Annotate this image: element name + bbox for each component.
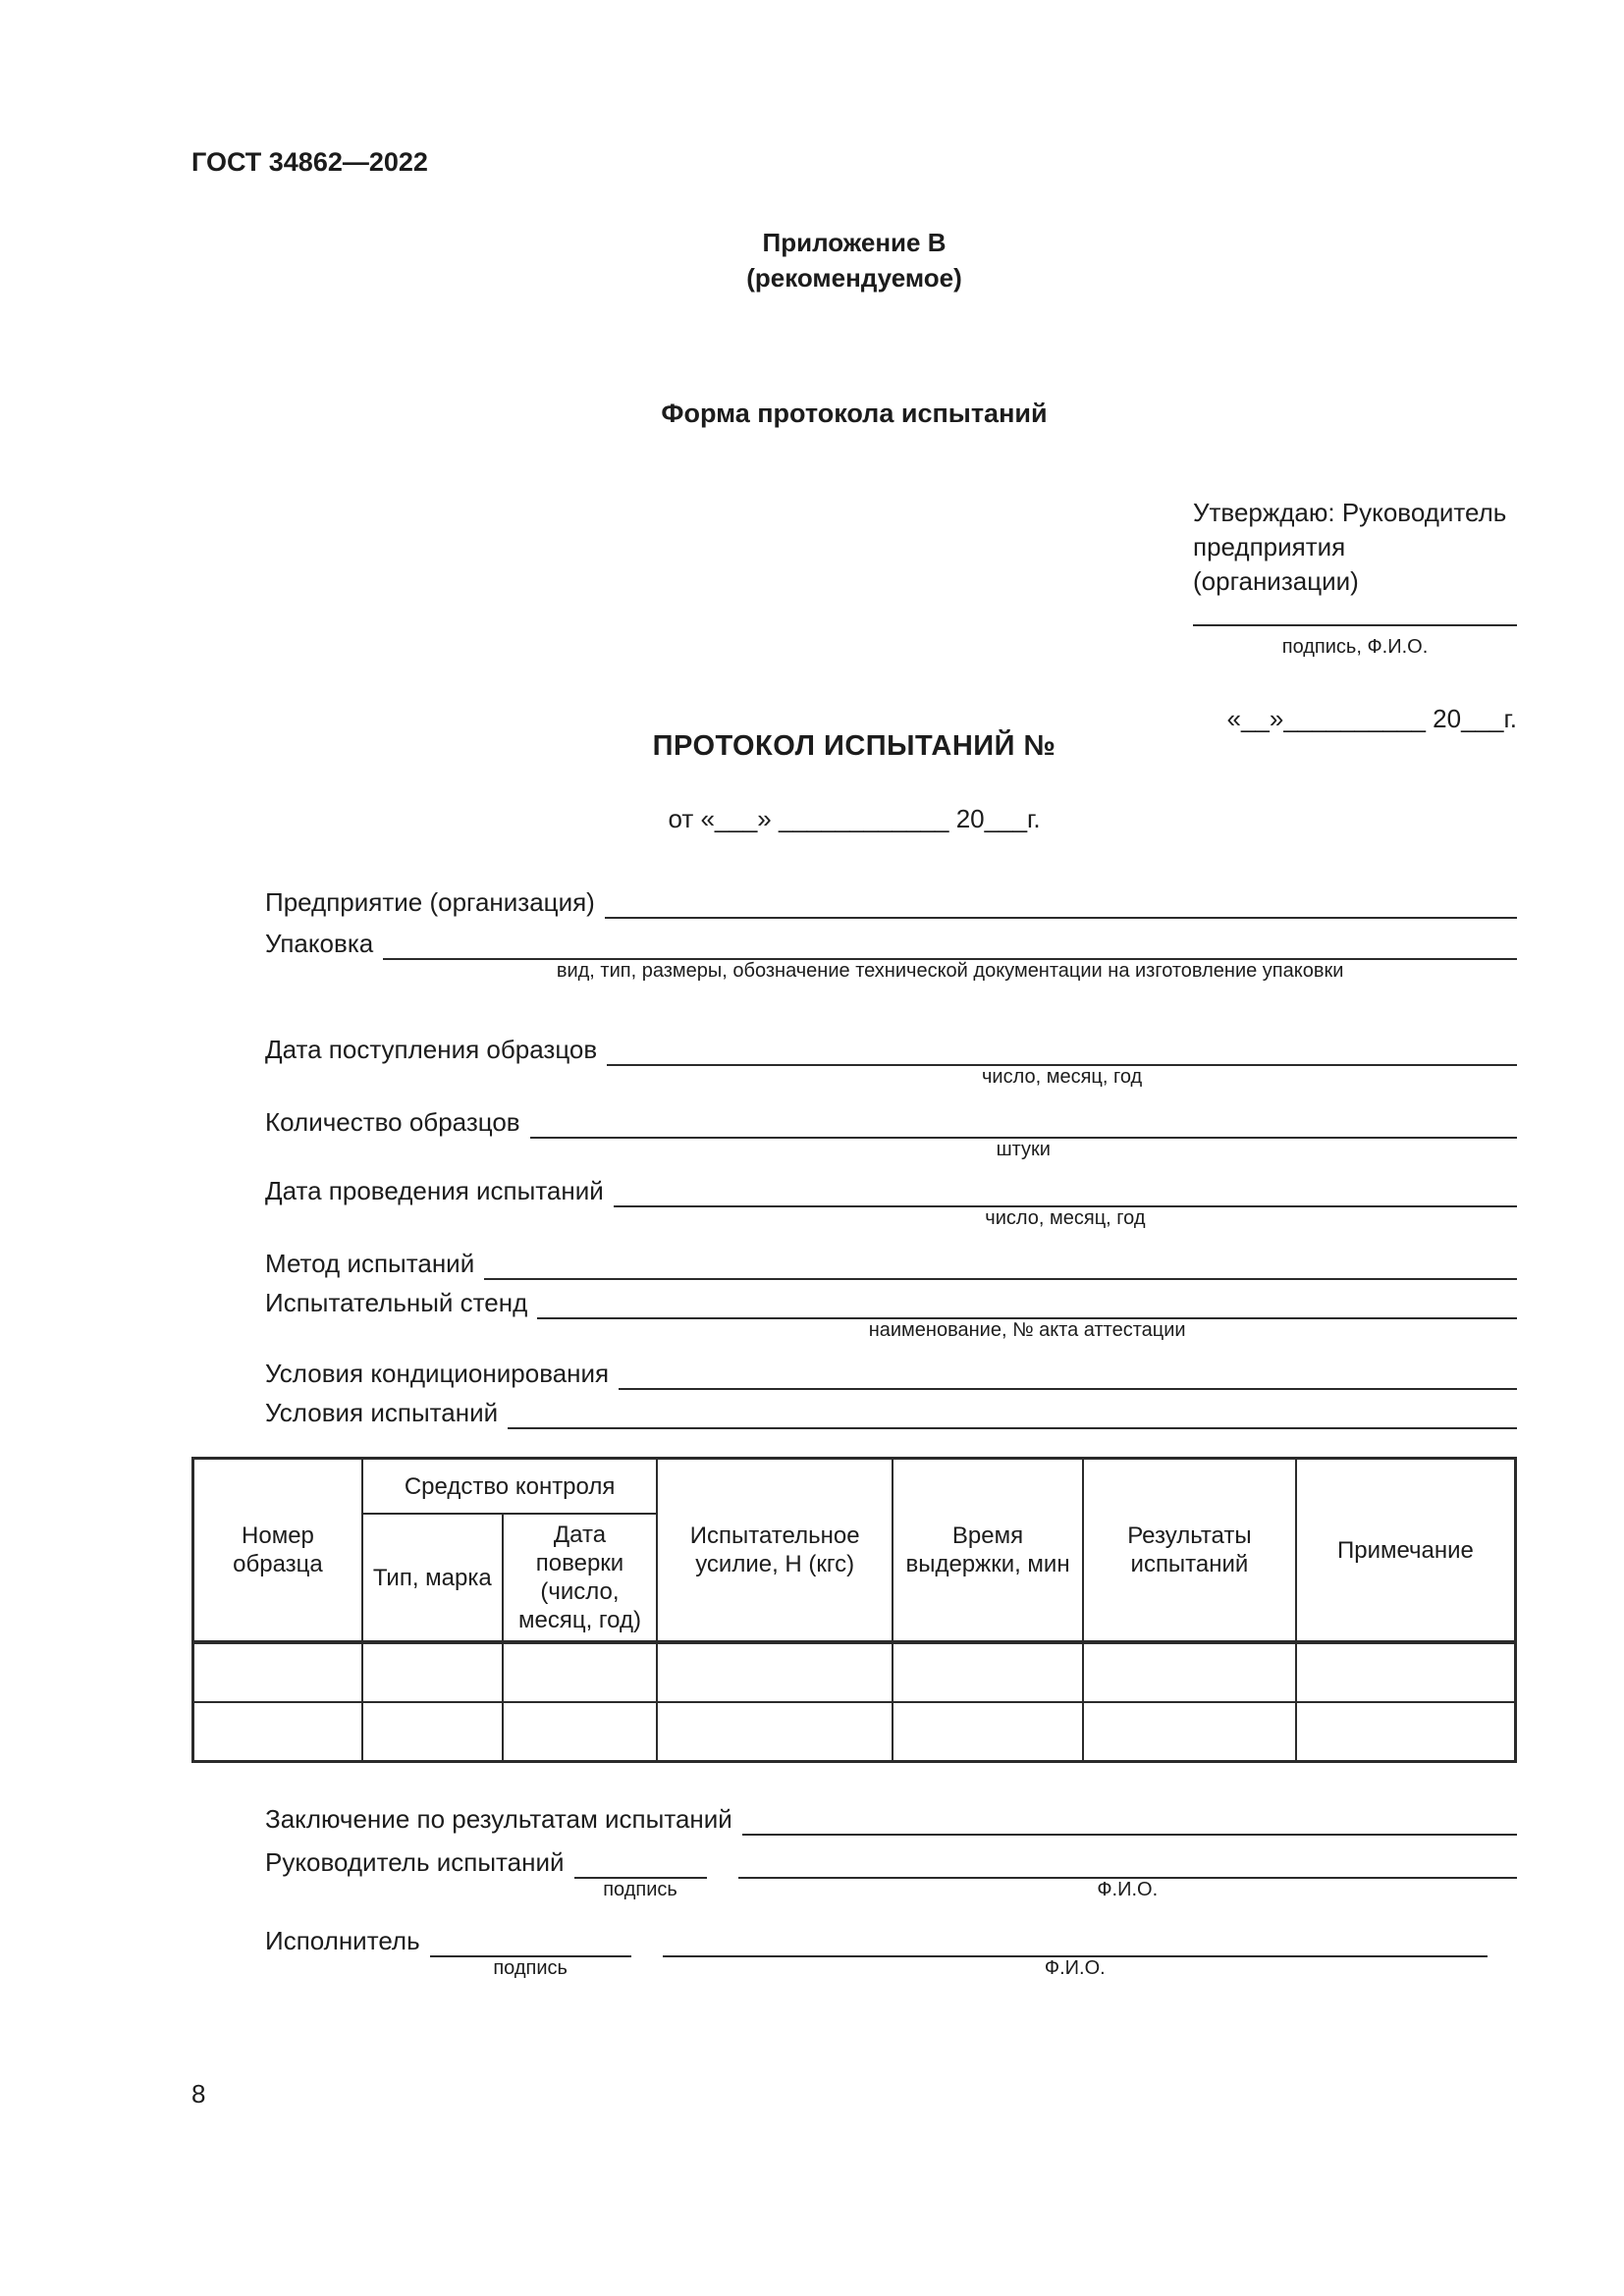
executor-name-line	[663, 1924, 1488, 1979]
table-cell	[657, 1642, 893, 1702]
field-test-date-line	[614, 1174, 1517, 1229]
field-conditioning	[265, 1357, 1517, 1390]
appendix-subtitle: (рекомендуемое)	[746, 263, 962, 293]
table-cell	[193, 1702, 362, 1762]
field-sample-count-label: Количество образцов	[265, 1107, 520, 1137]
field-receipt-date-label: Дата поступления образцов	[265, 1035, 598, 1064]
field-test-conditions	[265, 1396, 1517, 1429]
table-cell	[503, 1642, 658, 1702]
field-sample-count	[265, 1105, 1517, 1160]
test-lead-name-caption: Ф.И.О.	[1097, 1879, 1159, 1900]
field-executor	[265, 1924, 1517, 1979]
table-row	[193, 1642, 1516, 1702]
field-enterprise-line	[605, 885, 1517, 919]
table-row	[193, 1702, 1516, 1762]
field-packaging-line	[383, 927, 1517, 982]
field-test-method	[265, 1247, 1517, 1280]
field-conclusion	[265, 1802, 1517, 1836]
executor-signature-caption: подпись	[493, 1957, 568, 1979]
field-packaging	[265, 927, 1517, 982]
table-cell	[1296, 1702, 1516, 1762]
field-conditioning-label: Условия кондиционирования	[265, 1359, 610, 1388]
table-cell	[193, 1642, 362, 1702]
field-test-lead-label: Руководитель испытаний	[265, 1847, 565, 1877]
executor-name-caption: Ф.И.О.	[1044, 1957, 1106, 1979]
form-fields	[265, 885, 1517, 1429]
field-test-bench	[265, 1286, 1517, 1341]
field-test-conditions-line	[508, 1396, 1517, 1429]
col-header-control-means: Средство контроля	[362, 1459, 657, 1515]
results-table	[191, 1457, 1517, 1763]
test-lead-signature-line	[574, 1845, 707, 1900]
table-cell	[893, 1702, 1083, 1762]
table-cell	[1083, 1642, 1296, 1702]
test-lead-signature-caption: подпись	[603, 1879, 677, 1900]
field-conditioning-line	[619, 1357, 1517, 1390]
executor-signature-line	[430, 1924, 631, 1979]
table-cell	[362, 1642, 503, 1702]
field-test-lead	[265, 1845, 1517, 1900]
test-lead-name-line	[738, 1845, 1518, 1900]
table-cell	[893, 1642, 1083, 1702]
approval-date-line: «__»__________ 20___г.	[1226, 704, 1517, 733]
field-enterprise	[265, 885, 1517, 919]
col-header-hold-time: Время выдержки, мин	[893, 1459, 1083, 1643]
approval-line2: предприятия (организации)	[1193, 532, 1359, 596]
field-enterprise-label: Предприятие (организация)	[265, 887, 595, 917]
col-header-notes: Примечание	[1296, 1459, 1516, 1643]
protocol-title: ПРОТОКОЛ ИСПЫТАНИЙ №	[652, 730, 1056, 762]
field-test-date-label: Дата проведения испытаний	[265, 1176, 604, 1205]
table-cell	[503, 1702, 658, 1762]
col-header-type-brand: Тип, марка	[362, 1514, 503, 1642]
col-header-test-force: Испытательное усилие, Н (кгс)	[657, 1459, 893, 1643]
approval-signature-caption: подпись, Ф.И.О.	[1281, 636, 1429, 658]
field-test-bench-line	[537, 1286, 1517, 1341]
approval-block	[1193, 496, 1517, 665]
field-receipt-date-line	[607, 1033, 1517, 1088]
field-test-date-caption: число, месяц, год	[985, 1207, 1146, 1229]
field-test-bench-caption: наименование, № акта аттестации	[868, 1319, 1186, 1341]
field-sample-count-caption: штуки	[996, 1139, 1051, 1160]
field-conclusion-label: Заключение по результатам испытаний	[265, 1804, 732, 1834]
form-title: Форма протокола испытаний	[661, 399, 1048, 428]
page-number: 8	[191, 2079, 206, 2109]
approval-signature-line	[1193, 599, 1517, 626]
field-receipt-date-caption: число, месяц, год	[982, 1066, 1143, 1088]
table-cell	[1083, 1702, 1296, 1762]
field-conclusion-line	[742, 1802, 1517, 1836]
field-sample-count-line	[530, 1105, 1517, 1160]
table-cell	[1296, 1642, 1516, 1702]
field-executor-label: Исполнитель	[265, 1926, 420, 1955]
standard-number: ГОСТ 34862—2022	[191, 147, 428, 177]
field-packaging-caption: вид, тип, размеры, обозначение технической документации на изготовление упаковки	[556, 960, 1344, 982]
field-test-method-line	[484, 1247, 1517, 1280]
col-header-verification-date: Дата поверки (число, месяц, год)	[503, 1514, 658, 1642]
table-cell	[657, 1702, 893, 1762]
protocol-date-line: от «___» ____________ 20___г.	[668, 804, 1041, 833]
appendix-heading	[191, 225, 1517, 295]
approval-line1: Утверждаю: Руководитель	[1193, 498, 1507, 527]
footer-fields	[265, 1802, 1517, 1979]
table-cell	[362, 1702, 503, 1762]
field-receipt-date	[265, 1033, 1517, 1088]
field-test-bench-label: Испытательный стенд	[265, 1288, 528, 1317]
col-header-sample-number: Номер образца	[193, 1459, 362, 1643]
field-packaging-label: Упаковка	[265, 929, 374, 958]
appendix-title: Приложение В	[762, 228, 947, 257]
field-test-date	[265, 1174, 1517, 1229]
col-header-results: Результаты испытаний	[1083, 1459, 1296, 1643]
field-test-conditions-label: Условия испытаний	[265, 1398, 499, 1427]
field-test-method-label: Метод испытаний	[265, 1249, 475, 1278]
